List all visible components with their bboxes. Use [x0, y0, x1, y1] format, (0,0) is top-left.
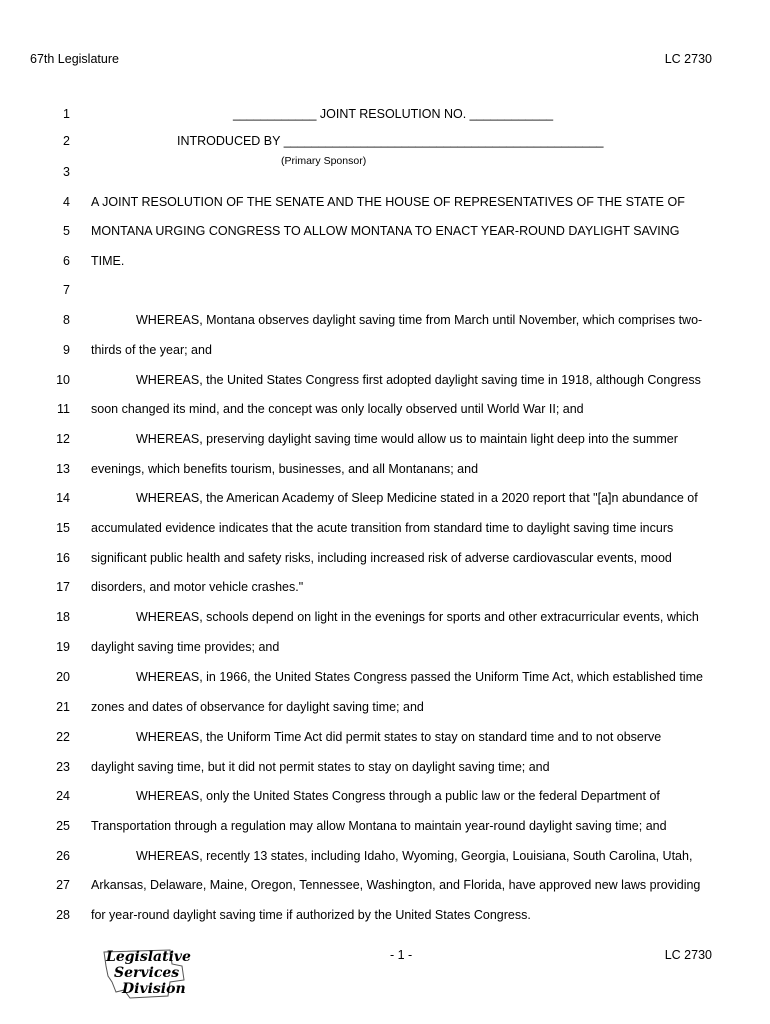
- body-line: WHEREAS, the Uniform Time Act did permit states to stay on standard time and to not observe: [136, 730, 662, 744]
- body-line: thirds of the year; and: [91, 343, 212, 357]
- line-number: 5: [63, 224, 70, 238]
- legislature-label: 67th Legislature: [30, 52, 119, 66]
- lc-number-header: LC 2730: [664, 52, 712, 66]
- lc-number-footer: LC 2730: [664, 948, 712, 962]
- body-line: significant public health and safety risks, including increased risk of adverse cardiovascular events, mood: [91, 551, 672, 565]
- line-number: 20: [56, 670, 70, 684]
- body-line: TIME.: [91, 254, 125, 268]
- line-number: 2: [63, 134, 70, 148]
- line-number: 24: [56, 789, 70, 803]
- line-number: 13: [56, 462, 70, 476]
- resolution-title: ____________ JOINT RESOLUTION NO. ____________: [233, 107, 554, 121]
- primary-sponsor-label: (Primary Sponsor): [281, 155, 367, 167]
- logo-line-services: Services: [114, 965, 180, 981]
- line-number: 1: [63, 107, 70, 121]
- body-line: WHEREAS, in 1966, the United States Congress passed the Uniform Time Act, which established time: [136, 670, 703, 684]
- line-number: 16: [56, 551, 70, 565]
- body-line: WHEREAS, the American Academy of Sleep Medicine stated in a 2020 report that "[a]n abundance of: [136, 491, 698, 505]
- body-line: daylight saving time provides; and: [91, 640, 280, 654]
- line-number: 26: [56, 849, 70, 863]
- body-line: Arkansas, Delaware, Maine, Oregon, Tennessee, Washington, and Florida, have approved new laws providing: [91, 878, 701, 892]
- body-line: WHEREAS, only the United States Congress through a public law or the federal Department of: [136, 789, 660, 803]
- logo-line-division: Division: [122, 981, 186, 997]
- body-line: A JOINT RESOLUTION OF THE SENATE AND THE HOUSE OF REPRESENTATIVES OF THE STATE OF: [91, 195, 685, 209]
- introduced-by: INTRODUCED BY ______________________________________________: [177, 134, 604, 148]
- legislative-services-logo: [100, 946, 190, 1002]
- line-number: 27: [56, 878, 70, 892]
- body-line: accumulated evidence indicates that the acute transition from standard time to daylight saving time incurs: [91, 521, 674, 535]
- line-number: 10: [56, 373, 70, 387]
- line-number: 18: [56, 610, 70, 624]
- body-line: WHEREAS, the United States Congress first adopted daylight saving time in 1918, although Congress: [136, 373, 701, 387]
- body-line: WHEREAS, Montana observes daylight saving time from March until November, which comprises two-: [136, 313, 703, 327]
- line-number: 8: [63, 313, 70, 327]
- page-number: - 1 -: [390, 948, 413, 962]
- line-number: 28: [56, 908, 70, 922]
- body-line: MONTANA URGING CONGRESS TO ALLOW MONTANA TO ENACT YEAR-ROUND DAYLIGHT SAVING: [91, 224, 680, 238]
- line-number: 21: [56, 700, 70, 714]
- line-number: 7: [63, 283, 70, 297]
- line-number: 3: [63, 165, 70, 179]
- line-number: 6: [63, 254, 70, 268]
- body-line: WHEREAS, schools depend on light in the evenings for sports and other extracurricular events, which: [136, 610, 699, 624]
- body-line: WHEREAS, recently 13 states, including Idaho, Wyoming, Georgia, Louisiana, South Carolina, Utah,: [136, 849, 693, 863]
- line-number: 22: [56, 730, 70, 744]
- body-line: for year-round daylight saving time if authorized by the United States Congress.: [91, 908, 531, 922]
- body-line: disorders, and motor vehicle crashes.": [91, 580, 304, 594]
- body-line: Transportation through a regulation may allow Montana to maintain year-round daylight saving time; and: [91, 819, 667, 833]
- line-number: 17: [56, 580, 70, 594]
- body-line: daylight saving time, but it did not permit states to stay on daylight saving time; and: [91, 760, 550, 774]
- logo-line-legislative: Legislative: [106, 949, 191, 965]
- line-number: 23: [56, 760, 70, 774]
- line-number: 25: [56, 819, 70, 833]
- body-line: zones and dates of observance for daylight saving time; and: [91, 700, 424, 714]
- line-number: 14: [56, 491, 70, 505]
- line-number: 15: [56, 521, 70, 535]
- line-number: 12: [56, 432, 70, 446]
- line-number: 11: [57, 402, 70, 416]
- line-number: 19: [56, 640, 70, 654]
- body-line: WHEREAS, preserving daylight saving time would allow us to maintain light deep into the summer: [136, 432, 678, 446]
- body-line: evenings, which benefits tourism, businesses, and all Montanans; and: [91, 462, 479, 476]
- line-number: 4: [63, 195, 70, 209]
- line-number: 9: [63, 343, 70, 357]
- body-line: soon changed its mind, and the concept was only locally observed until World War II; and: [91, 402, 584, 416]
